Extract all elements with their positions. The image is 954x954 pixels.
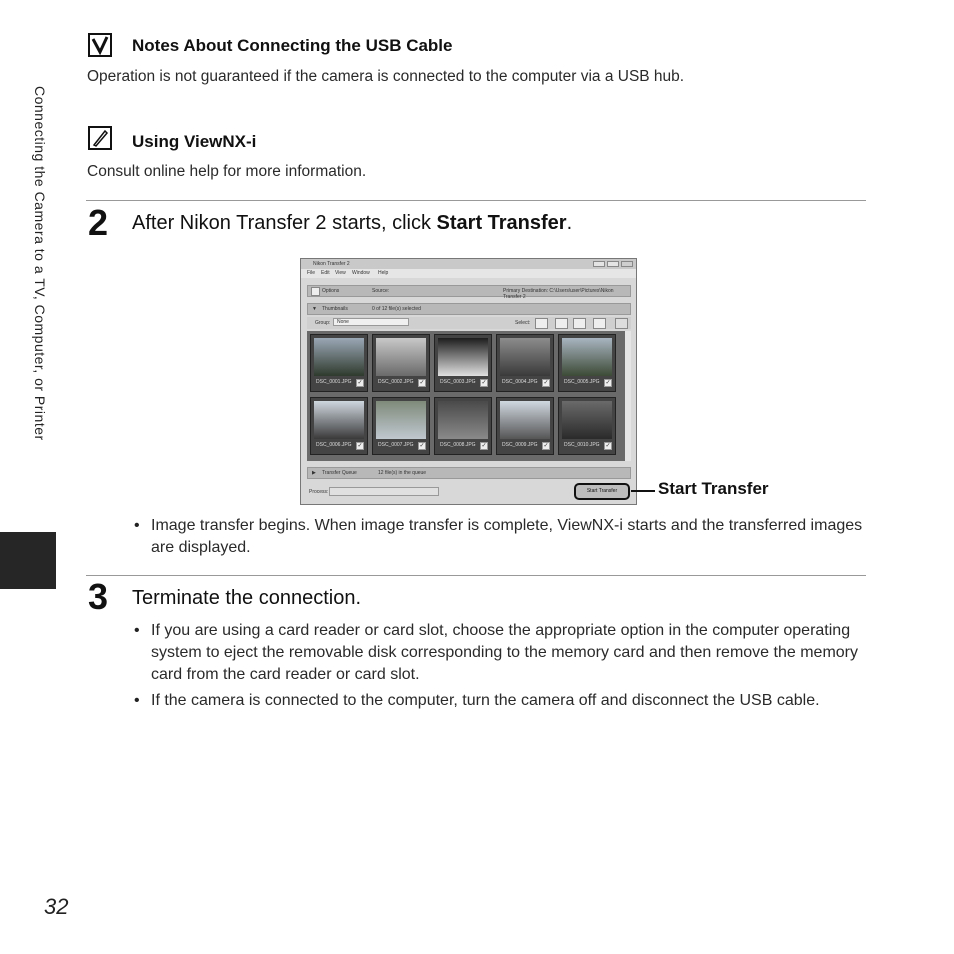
thumbnail-item[interactable] bbox=[372, 334, 430, 392]
thumbnail-image bbox=[314, 338, 364, 376]
expand-triangle-icon[interactable]: ▶ bbox=[312, 470, 316, 476]
select-filter-icon[interactable] bbox=[573, 318, 586, 329]
note-text-usb: Operation is not guaranteed if the camera is connected to the computer via a USB hub. bbox=[87, 68, 685, 85]
window-title: Nikon Transfer 2 bbox=[313, 261, 350, 267]
thumbnail-checkbox[interactable]: ✓ bbox=[419, 380, 425, 386]
thumbnail-item[interactable] bbox=[310, 334, 368, 392]
minimize-icon[interactable] bbox=[593, 261, 605, 267]
progress-bar bbox=[329, 487, 439, 496]
chapter-tab-marker bbox=[0, 532, 56, 589]
menu-file[interactable]: File bbox=[307, 270, 316, 276]
transfer-queue-row[interactable] bbox=[307, 467, 631, 479]
menu-view[interactable]: View bbox=[335, 270, 346, 276]
select-all-icon[interactable] bbox=[535, 318, 548, 329]
thumbnail-filename: DSC_0002.JPG bbox=[378, 379, 414, 385]
bullet-icon: • bbox=[134, 692, 140, 709]
thumbnail-image bbox=[376, 338, 426, 376]
thumbnail-filename: DSC_0007.JPG bbox=[378, 442, 414, 448]
thumbnail-image bbox=[438, 401, 488, 439]
selected-count: 0 of 12 file(s) selected bbox=[372, 306, 421, 312]
menu-bar bbox=[301, 269, 636, 278]
thumbnail-filename: DSC_0010.JPG bbox=[564, 442, 600, 448]
thumbnail-item[interactable] bbox=[496, 334, 554, 392]
step-3-bullet-1: If you are using a card reader or card slot, choose the appropriate option in the computer operating system to eject the removable disk corresponding to the memory card and then remove the memory card from the card reader or card slot. bbox=[151, 622, 858, 683]
thumbnail-item[interactable] bbox=[310, 397, 368, 455]
callout-label: Start Transfer bbox=[658, 479, 769, 498]
thumbnail-item[interactable] bbox=[558, 397, 616, 455]
thumbnail-checkbox[interactable]: ✓ bbox=[419, 443, 425, 449]
thumbnail-checkbox[interactable]: ✓ bbox=[605, 443, 611, 449]
options-expand-icon[interactable] bbox=[311, 287, 320, 296]
step-3-bullet-2: If the camera is connected to the computer, turn the camera off and disconnect the USB cable. bbox=[151, 692, 820, 709]
menu-edit[interactable]: Edit bbox=[321, 270, 330, 276]
menu-help[interactable]: Help bbox=[378, 270, 389, 276]
thumbnail-checkbox[interactable]: ✓ bbox=[543, 380, 549, 386]
group-select[interactable]: None bbox=[333, 318, 409, 326]
callout-line bbox=[631, 490, 655, 492]
check-note-icon bbox=[88, 33, 112, 57]
menu-window[interactable]: Window bbox=[352, 270, 370, 276]
page-number: 32 bbox=[44, 894, 69, 919]
thumbnail-checkbox[interactable]: ✓ bbox=[605, 380, 611, 386]
thumbnail-item[interactable] bbox=[496, 397, 554, 455]
note-text-viewnx: Consult online help for more information. bbox=[87, 163, 367, 180]
primary-destination: Primary Destination: C:\Users\user\Pictures\Nikon Transfer 2 bbox=[503, 288, 614, 300]
pencil-note-icon bbox=[88, 126, 112, 150]
thumbnail-item[interactable] bbox=[372, 397, 430, 455]
thumbnails-label: Thumbnails bbox=[322, 306, 348, 312]
step-3-instruction: Terminate the connection. bbox=[132, 587, 362, 609]
thumbnail-image bbox=[500, 401, 550, 439]
select-rotate-icon[interactable] bbox=[555, 318, 568, 329]
divider bbox=[86, 575, 866, 576]
start-transfer-button[interactable]: Start Transfer bbox=[574, 483, 630, 500]
thumbnail-filename: DSC_0003.JPG bbox=[440, 379, 476, 385]
bullet-icon: • bbox=[134, 622, 140, 639]
thumbnail-item[interactable] bbox=[434, 334, 492, 392]
thumbnail-filename: DSC_0005.JPG bbox=[564, 379, 600, 385]
step-number-3: 3 bbox=[88, 576, 109, 617]
thumbnail-filename: DSC_0008.JPG bbox=[440, 442, 476, 448]
window-titlebar bbox=[301, 259, 636, 269]
thumbnail-image bbox=[562, 401, 612, 439]
thumbnail-checkbox[interactable]: ✓ bbox=[481, 380, 487, 386]
chapter-title: Connecting the Camera to a TV, Computer, or Printer bbox=[32, 86, 48, 441]
group-toolbar bbox=[307, 317, 631, 329]
thumbnail-image bbox=[562, 338, 612, 376]
thumbnail-checkbox[interactable]: ✓ bbox=[543, 443, 549, 449]
thumbnail-filename: DSC_0009.JPG bbox=[502, 442, 538, 448]
queue-count: 12 file(s) in the queue bbox=[378, 470, 427, 476]
thumbnail-image bbox=[376, 401, 426, 439]
thumbnail-item[interactable] bbox=[434, 397, 492, 455]
note-title-viewnx: Using ViewNX-i bbox=[132, 132, 257, 151]
thumbnails-row[interactable] bbox=[307, 303, 631, 315]
step-2-bullet: Image transfer begins. When image transfer is complete, ViewNX-i starts and the transferred images are displayed. bbox=[151, 517, 863, 556]
thumbnail-item[interactable] bbox=[558, 334, 616, 392]
collapse-triangle-icon[interactable]: ▼ bbox=[312, 306, 317, 312]
bullet-icon: • bbox=[134, 517, 140, 534]
thumbnail-checkbox[interactable]: ✓ bbox=[357, 380, 363, 386]
source-label: Source: bbox=[372, 288, 390, 294]
thumbnail-size-icon[interactable] bbox=[615, 318, 628, 329]
select-label: Select: bbox=[515, 320, 531, 326]
note-title-usb: Notes About Connecting the USB Cable bbox=[132, 36, 453, 55]
scrollbar[interactable] bbox=[625, 331, 631, 461]
process-label: Process: bbox=[309, 489, 329, 495]
thumbnail-filename: DSC_0001.JPG bbox=[316, 379, 352, 385]
thumbnail-checkbox[interactable]: ✓ bbox=[357, 443, 363, 449]
thumbnail-filename: DSC_0006.JPG bbox=[316, 442, 352, 448]
divider bbox=[86, 200, 866, 201]
thumbnail-image bbox=[500, 338, 550, 376]
options-label: Options bbox=[322, 288, 340, 294]
group-label: Group: bbox=[315, 320, 331, 326]
close-icon[interactable] bbox=[621, 261, 633, 267]
thumbnail-checkbox[interactable]: ✓ bbox=[481, 443, 487, 449]
step-2-instruction: After Nikon Transfer 2 starts, click Start Transfer. bbox=[132, 212, 573, 234]
transfer-queue-label: Transfer Queue bbox=[322, 470, 357, 476]
step-number-2: 2 bbox=[88, 202, 109, 243]
select-none-icon[interactable] bbox=[593, 318, 606, 329]
thumbnail-image bbox=[438, 338, 488, 376]
thumbnail-filename: DSC_0004.JPG bbox=[502, 379, 538, 385]
maximize-icon[interactable] bbox=[607, 261, 619, 267]
options-row[interactable] bbox=[307, 285, 631, 300]
thumbnail-image bbox=[314, 401, 364, 439]
step-2-bold-label: Start Transfer bbox=[436, 212, 567, 234]
